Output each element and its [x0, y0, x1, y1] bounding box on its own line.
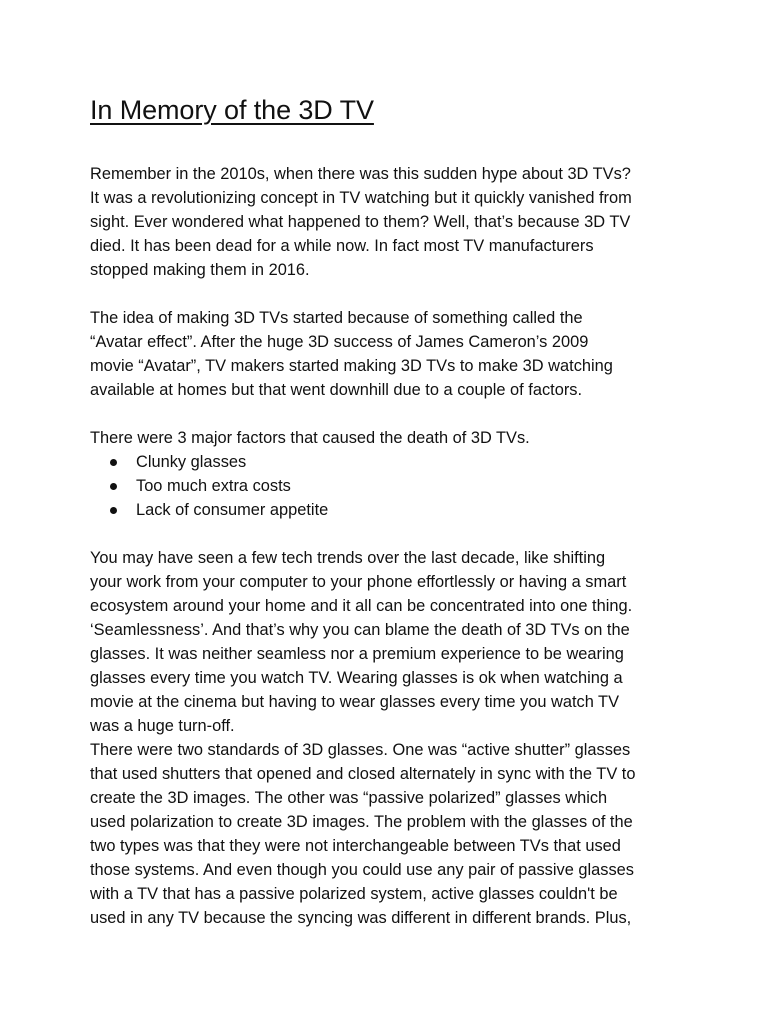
spacer: [90, 282, 690, 306]
text-line: with a TV that has a passive polarized system, active glasses couldn't be: [90, 885, 618, 903]
bullet-icon: [110, 459, 117, 466]
text-line: was a huge turn-off.: [90, 717, 235, 735]
text-line: glasses every time you watch TV. Wearing glasses is ok when watching a: [90, 669, 623, 687]
paragraph-intro: [90, 162, 690, 282]
paragraph-avatar-effect: [90, 306, 690, 402]
text-line: ecosystem around your home and it all can be concentrated into one thing.: [90, 597, 633, 615]
document-title: In Memory of the 3D TV: [90, 95, 374, 125]
text-line: You may have seen a few tech trends over the last decade, like shifting: [90, 549, 606, 567]
list-item: [90, 450, 690, 474]
paragraph-seamlessness: [90, 546, 690, 738]
text-line: There were two standards of 3D glasses. One was “active shutter” glasses: [90, 741, 631, 759]
document-page: [90, 92, 690, 930]
text-line: died. It has been dead for a while now. In fact most TV manufacturers: [90, 237, 594, 255]
text-line: glasses. It was neither seamless nor a premium experience to be wearing: [90, 645, 624, 663]
text-line: stopped making them in 2016.: [90, 261, 310, 279]
list-item-text: Lack of consumer appetite: [136, 501, 329, 519]
list-item-text: Clunky glasses: [136, 453, 247, 471]
text-line: ‘Seamlessness’. And that’s why you can blame the death of 3D TVs on the: [90, 621, 630, 639]
spacer: [90, 402, 690, 426]
text-line: sight. Ever wondered what happened to them? Well, that’s because 3D TV: [90, 213, 631, 231]
paragraph-factors-intro: [90, 426, 690, 450]
bullet-icon: [110, 507, 117, 514]
text-line: Remember in the 2010s, when there was this sudden hype about 3D TVs?: [90, 165, 631, 183]
bullet-icon: [110, 483, 117, 490]
list-item: [90, 474, 690, 498]
spacer: [90, 522, 690, 546]
text-line: There were 3 major factors that caused the death of 3D TVs.: [90, 429, 530, 447]
text-line: available at homes but that went downhill due to a couple of factors.: [90, 381, 583, 399]
text-line: create the 3D images. The other was “passive polarized” glasses which: [90, 789, 608, 807]
text-line: movie at the cinema but having to wear glasses every time you watch TV: [90, 693, 620, 711]
text-line: your work from your computer to your phone effortlessly or having a smart: [90, 573, 627, 591]
list-item-text: Too much extra costs: [136, 477, 291, 495]
text-line: The idea of making 3D TVs started because of something called the: [90, 309, 583, 327]
list-item: [90, 498, 690, 522]
spacer: [90, 128, 690, 162]
text-line: that used shutters that opened and closed alternately in sync with the TV to: [90, 765, 636, 783]
text-line: used in any TV because the syncing was different in different brands. Plus,: [90, 909, 632, 927]
text-line: It was a revolutionizing concept in TV watching but it quickly vanished from: [90, 189, 632, 207]
paragraph-glasses-standards: [90, 738, 690, 930]
factors-list: [90, 450, 690, 522]
text-line: movie “Avatar”, TV makers started making 3D TVs to make 3D watching: [90, 357, 613, 375]
text-line: those systems. And even though you could use any pair of passive glasses: [90, 861, 634, 879]
text-line: two types was that they were not interchangeable between TVs that used: [90, 837, 621, 855]
text-line: “Avatar effect”. After the huge 3D success of James Cameron’s 2009: [90, 333, 589, 351]
text-line: used polarization to create 3D images. The problem with the glasses of the: [90, 813, 633, 831]
